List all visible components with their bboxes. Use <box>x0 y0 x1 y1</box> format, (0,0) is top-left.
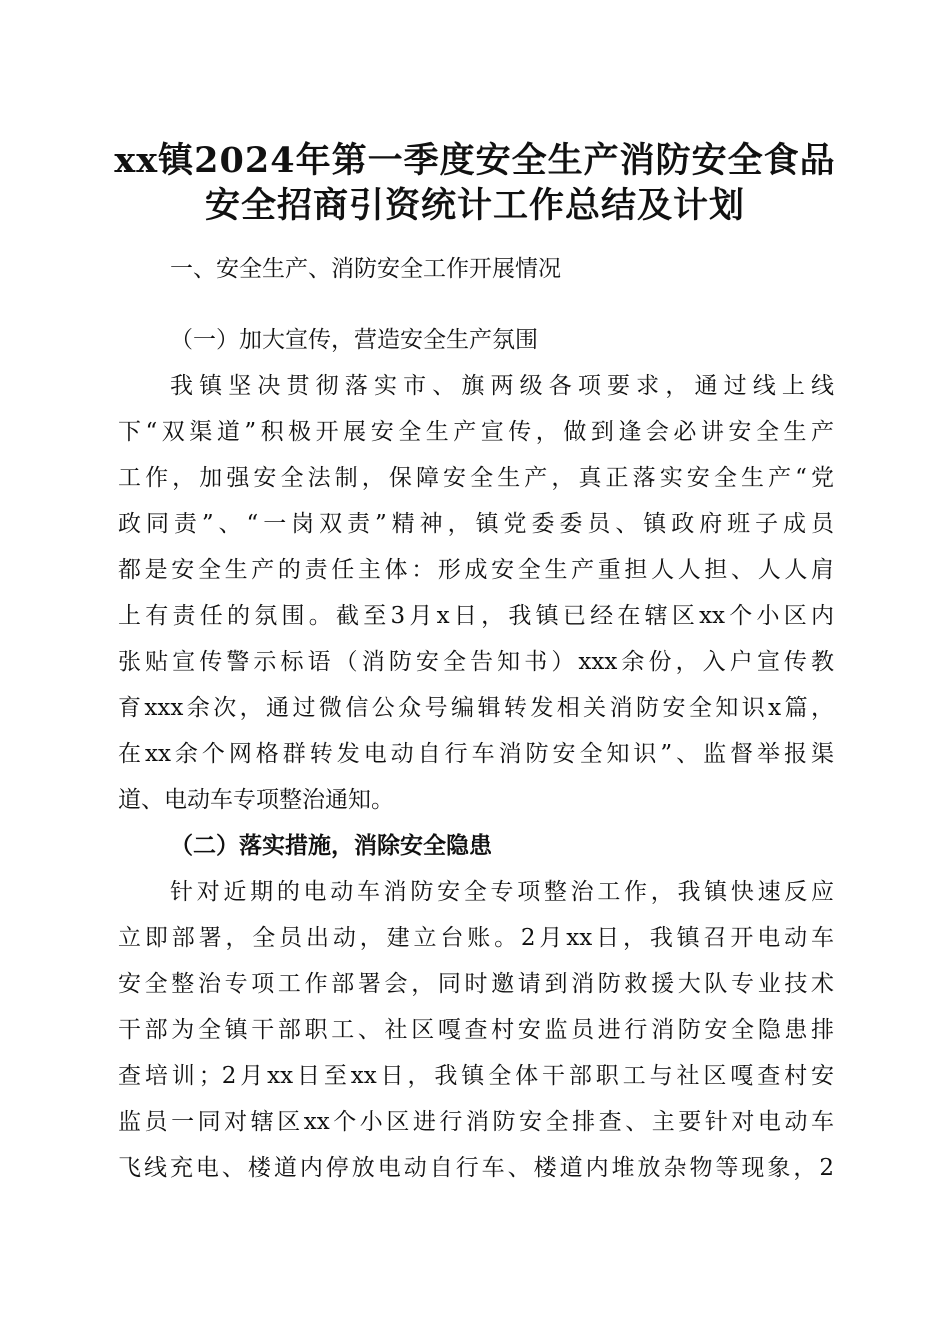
section-heading: 一、安全生产、消防安全工作开展情况 <box>170 256 561 282</box>
paragraph-2-line: 飞线充电、楼道内停放电动自行车、楼道内堆放杂物等现象，2 <box>118 1155 834 1181</box>
subsection-heading-2: （二）落实措施，消除安全隐患 <box>170 832 492 859</box>
paragraph-2-line: 监员一同对辖区xx个小区进行消防安全排查、主要针对电动车 <box>118 1109 834 1135</box>
document-title-line-1: xx镇2024年第一季度安全生产消防安全食品 <box>114 140 836 181</box>
paragraph-1-line: 上有责任的氛围。截至3月x日，我镇已经在辖区xx个小区内 <box>118 603 834 629</box>
paragraph-1-line: 都是安全生产的责任主体：形成安全生产重担人人担、人人肩 <box>118 557 834 583</box>
paragraph-1-line: 我镇坚决贯彻落实市、旗两级各项要求，通过线上线 <box>170 373 834 399</box>
paragraph-1-line: 张贴宣传警示标语（消防安全告知书）xxx余份，入户宣传教 <box>118 649 834 675</box>
paragraph-1-line: 在xx余个网格群转发电动自行车消防安全知识”、监督举报渠 <box>118 741 834 767</box>
paragraph-1-line: 道、电动车专项整治通知。 <box>118 787 394 813</box>
paragraph-2-line: 安全整治专项工作部署会，同时邀请到消防救援大队专业技术 <box>118 971 834 997</box>
paragraph-2-line: 针对近期的电动车消防安全专项整治工作，我镇快速反应 <box>170 879 834 905</box>
paragraph-2-line: 立即部署，全员出动，建立台账。2月xx日，我镇召开电动车 <box>118 925 834 951</box>
paragraph-1-line: 工作，加强安全法制，保障安全生产，真正落实安全生产“党 <box>118 465 834 491</box>
document-title-line-2: 安全招商引资统计工作总结及计划 <box>204 185 745 226</box>
paragraph-1-line: 下“双渠道”积极开展安全生产宣传，做到逢会必讲安全生产 <box>118 419 834 445</box>
paragraph-2-line: 干部为全镇干部职工、社区嘎查村安监员进行消防安全隐患排 <box>118 1017 834 1043</box>
paragraph-1-line: 政同责”、“一岗双责”精神，镇党委委员、镇政府班子成员 <box>118 511 834 537</box>
subsection-heading-1: （一）加大宣传，营造安全生产氛围 <box>170 327 538 353</box>
paragraph-2-line: 查培训；2月xx日至xx日，我镇全体干部职工与社区嘎查村安 <box>118 1063 834 1089</box>
paragraph-1-line: 育xxx余次，通过微信公众号编辑转发相关消防安全知识x篇， <box>118 695 834 721</box>
